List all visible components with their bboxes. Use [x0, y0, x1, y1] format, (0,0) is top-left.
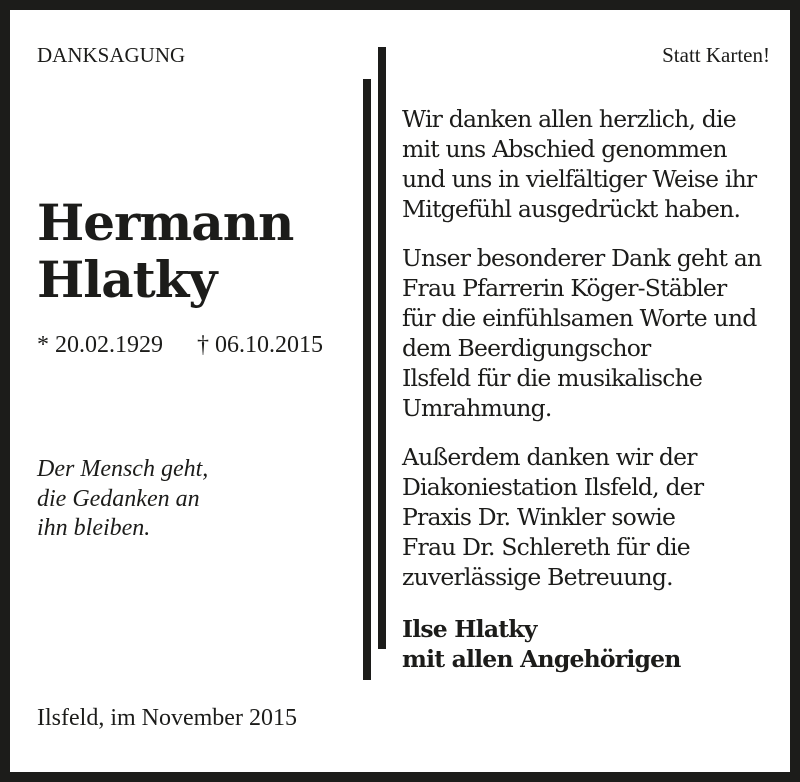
thanks-paragraph-2: [402, 243, 761, 423]
thanks-paragraph-3: [402, 442, 703, 592]
text-line: Diakoniestation Ilsfeld, der: [402, 473, 704, 501]
life-dates: [37, 332, 323, 359]
text-line: dem Beerdigungschor: [402, 334, 651, 362]
text-line: und uns in vielfältiger Weise ihr: [402, 165, 757, 193]
text-line: Außerdem danken wir der: [402, 443, 697, 471]
death-date: † 06.10.2015: [197, 332, 323, 358]
text-line: Ilsfeld für die musikalische: [402, 364, 703, 392]
deceased-name: [37, 194, 293, 308]
text-line: Wir danken allen herzlich, die: [402, 105, 736, 133]
first-name: Hermann: [37, 193, 294, 252]
signature: [402, 614, 681, 674]
quote-line: die Gedanken an: [37, 485, 200, 512]
text-line: Mitgefühl ausgedrückt haben.: [402, 195, 741, 223]
text-line: Unser besonderer Dank geht an: [402, 244, 762, 272]
text-line: zuverlässige Betreuung.: [402, 563, 673, 591]
thanks-paragraph-1: [402, 104, 756, 224]
text-line: für die einfühlsamen Worte und: [402, 304, 757, 332]
divider-bar-left: [363, 79, 371, 680]
quote-line: Der Mensch geht,: [37, 456, 209, 482]
danksagung-heading: DANKSAGUNG: [37, 43, 186, 67]
last-name: Hlatky: [37, 250, 217, 309]
signature-name: Ilse Hlatky: [402, 615, 537, 643]
birth-date: * 20.02.1929: [37, 332, 163, 358]
statt-karten-label: Statt Karten!: [662, 43, 770, 67]
text-line: Frau Dr. Schlereth für die: [402, 533, 690, 561]
memorial-quote: [37, 455, 208, 544]
quote-line: ihn bleiben.: [37, 515, 151, 541]
divider-bar-right: [378, 47, 386, 649]
text-line: Frau Pfarrerin Köger-Stäbler: [402, 274, 727, 302]
obituary-card: [10, 10, 790, 772]
text-line: Umrahmung.: [402, 394, 552, 422]
signature-relatives: mit allen Angehörigen: [402, 645, 681, 673]
text-line: mit uns Abschied genommen: [402, 135, 727, 163]
text-line: Praxis Dr. Winkler sowie: [402, 503, 676, 531]
place-date: Ilsfeld, im November 2015: [37, 705, 297, 731]
